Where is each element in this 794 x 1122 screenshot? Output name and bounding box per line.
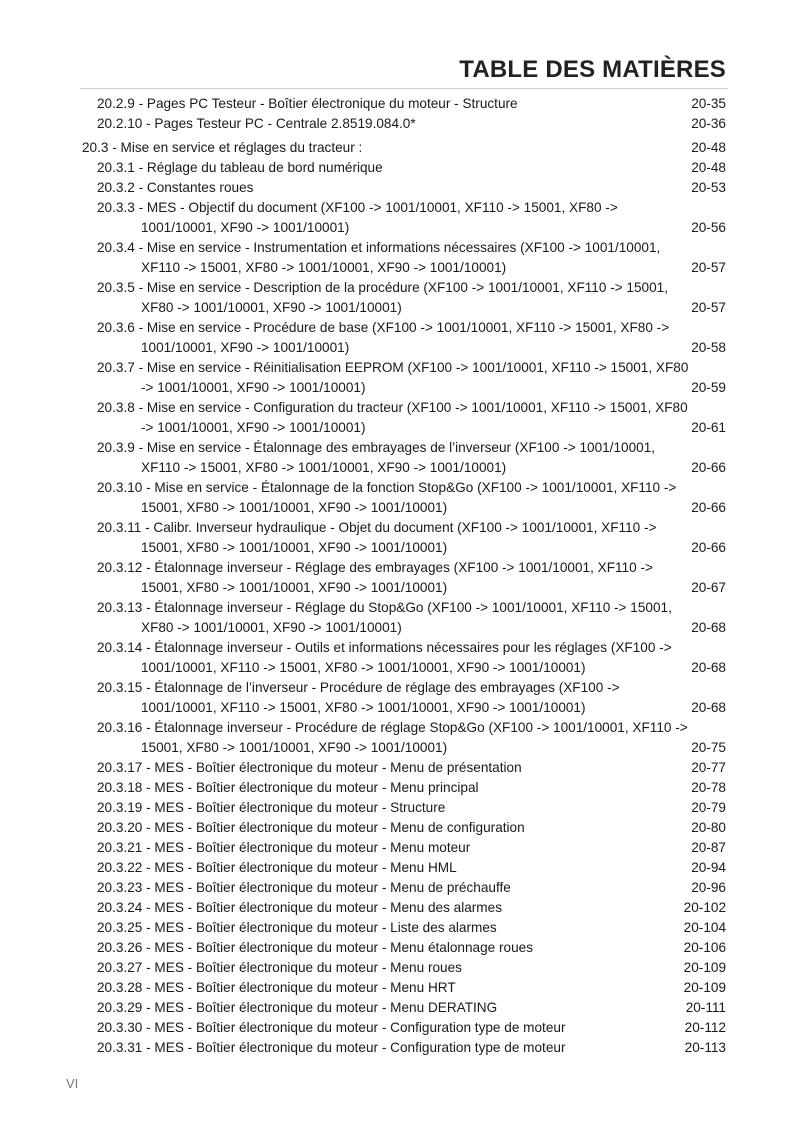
toc-entry-text: 20.3.3 - MES - Objectif du document (XF100 -> 1001/10001, XF110 -> 15001, XF80 -> [97,200,618,215]
toc-entry-text: 20.3.16 - Étalonnage inverseur - Procédure de réglage Stop&Go (XF100 -> 1001/10001, XF110 -> [97,720,688,735]
toc-page-number: 20-66 [691,500,726,515]
toc-entry-text: 1001/10001, XF90 -> 1001/10001) [141,220,350,235]
title-divider [80,88,728,89]
toc-entry-text: -> 1001/10001, XF90 -> 1001/10001) [141,420,366,435]
table-of-contents [0,94,794,1058]
toc-page-number: 20-57 [691,300,726,315]
toc-page-number: 20-113 [684,1040,726,1055]
toc-entry-text: 20.3.29 - MES - Boîtier électronique du moteur - Menu DERATING [97,1000,498,1015]
toc-entry[interactable] [0,918,794,938]
toc-entry-text: 20.3 - Mise en service et réglages du tracteur : [82,140,363,155]
toc-page-number: 20-61 [691,420,726,435]
toc-entry-text: 20.3.18 - MES - Boîtier électronique du moteur - Menu principal [97,780,479,795]
toc-entry-text: 1001/10001, XF110 -> 15001, XF80 -> 1001/10001, XF90 -> 1001/10001) [141,700,586,715]
toc-page-number: 20-58 [691,340,726,355]
toc-entry-text: 20.3.6 - Mise en service - Procédure de base (XF100 -> 1001/10001, XF110 -> 15001, XF80 -> [97,320,670,335]
toc-page-number: 20-67 [691,580,726,595]
toc-page-number: 20-78 [691,780,726,795]
toc-entry-text: 20.3.23 - MES - Boîtier électronique du moteur - Menu de préchauffe [97,880,511,895]
toc-entry-text: 20.3.5 - Mise en service - Description de la procédure (XF100 -> 1001/10001, XF110 -> 15001, [97,280,669,295]
toc-entry[interactable] [0,478,794,518]
toc-page-number: 20-35 [691,96,726,111]
toc-entry[interactable] [0,398,794,438]
toc-page-number: 20-109 [683,960,726,975]
toc-entry-text: 20.3.31 - MES - Boîtier électronique du moteur - Configuration type de moteur [97,1040,566,1055]
toc-entry-text: 20.3.25 - MES - Boîtier électronique du moteur - Liste des alarmes [97,920,497,935]
toc-entry-text: 15001, XF80 -> 1001/10001, XF90 -> 1001/10001) [141,500,448,515]
toc-entry-text: XF80 -> 1001/10001, XF90 -> 1001/10001) [141,620,402,635]
toc-entry[interactable] [0,598,794,638]
toc-entry-text: 20.3.22 - MES - Boîtier électronique du moteur - Menu HML [97,860,457,875]
toc-entry-text: 1001/10001, XF110 -> 15001, XF80 -> 1001/10001, XF90 -> 1001/10001) [141,660,586,675]
toc-entry[interactable] [0,718,794,758]
toc-entry-text: 20.3.20 - MES - Boîtier électronique du moteur - Menu de configuration [97,820,525,835]
toc-entry[interactable] [0,998,794,1018]
toc-entry[interactable] [0,438,794,478]
toc-entry[interactable] [0,238,794,278]
toc-entry-text: 1001/10001, XF90 -> 1001/10001) [141,340,350,355]
toc-entry-text: 15001, XF80 -> 1001/10001, XF90 -> 1001/10001) [141,580,448,595]
toc-entry-text: 20.3.14 - Étalonnage inverseur - Outils et informations nécessaires pour les réglages (XF100 -> [97,640,672,655]
toc-entry[interactable] [0,838,794,858]
toc-page-number: 20-56 [691,220,726,235]
toc-entry-text: 20.3.27 - MES - Boîtier électronique du moteur - Menu roues [97,960,462,975]
toc-entry[interactable] [0,518,794,558]
toc-page-number: 20-36 [691,116,726,131]
toc-entry[interactable] [0,278,794,318]
toc-entry[interactable] [0,878,794,898]
toc-entry-text: 20.2.10 - Pages Testeur PC - Centrale 2.8519.084.0* [97,116,416,131]
toc-entry-text: 20.3.1 - Réglage du tableau de bord numérique [97,160,383,175]
toc-page-number: 20-75 [691,740,726,755]
toc-page-number: 20-66 [691,540,726,555]
toc-entry-text: 15001, XF80 -> 1001/10001, XF90 -> 1001/10001) [141,740,448,755]
toc-entry[interactable] [0,938,794,958]
toc-page-number: 20-94 [691,860,726,875]
toc-entry-text: 20.3.12 - Étalonnage inverseur - Réglage des embrayages (XF100 -> 1001/10001, XF110 -> [97,560,653,575]
toc-entry-text: XF110 -> 15001, XF80 -> 1001/10001, XF90 -> 1001/10001) [141,260,507,275]
toc-page-number: 20-66 [691,460,726,475]
toc-entry[interactable] [0,114,794,134]
toc-entry-text: 20.3.24 - MES - Boîtier électronique du moteur - Menu des alarmes [97,900,502,915]
toc-entry-text: 20.3.17 - MES - Boîtier électronique du moteur - Menu de présentation [97,760,522,775]
toc-page-number: 20-111 [685,1000,726,1015]
toc-entry[interactable] [0,358,794,398]
toc-entry-text: 20.3.28 - MES - Boîtier électronique du moteur - Menu HRT [97,980,456,995]
toc-page-number: 20-79 [691,800,726,815]
toc-entry-text: -> 1001/10001, XF90 -> 1001/10001) [141,380,366,395]
toc-entry[interactable] [0,198,794,238]
toc-entry[interactable] [0,558,794,598]
toc-entry[interactable] [0,178,794,198]
toc-entry[interactable] [0,1018,794,1038]
toc-page-number: 20-77 [691,760,726,775]
toc-entry-text: 20.3.10 - Mise en service - Étalonnage de la fonction Stop&Go (XF100 -> 1001/10001, XF110 -> [97,480,677,495]
toc-page-number: 20-112 [684,1020,726,1035]
toc-entry[interactable] [0,158,794,178]
toc-page-number: 20-80 [691,820,726,835]
toc-entry[interactable] [0,898,794,918]
toc-entry[interactable] [0,858,794,878]
toc-entry-text: 20.3.11 - Calibr. Inverseur hydraulique - Objet du document (XF100 -> 1001/10001, XF110 -> [97,520,657,535]
toc-page-number: 20-106 [683,940,726,955]
toc-entry[interactable] [0,678,794,718]
toc-entry-text: 20.3.15 - Étalonnage de l’inverseur - Procédure de réglage des embrayages (XF100 -> [97,680,620,695]
toc-entry-text: 15001, XF80 -> 1001/10001, XF90 -> 1001/10001) [141,540,448,555]
toc-page-number: 20-109 [683,980,726,995]
toc-entry[interactable] [0,958,794,978]
toc-entry[interactable] [0,638,794,678]
toc-entry-text: XF80 -> 1001/10001, XF90 -> 1001/10001) [141,300,402,315]
toc-page-number: 20-59 [691,380,726,395]
toc-entry-text: 20.3.7 - Mise en service - Réinitialisation EEPROM (XF100 -> 1001/10001, XF110 -> 15001, XF80 [97,360,689,375]
toc-entry-text: 20.2.9 - Pages PC Testeur - Boîtier électronique du moteur - Structure [97,96,518,111]
toc-page-number: 20-53 [691,180,726,195]
toc-entry[interactable] [0,818,794,838]
toc-page-number: 20-104 [683,920,726,935]
toc-entry-text: 20.3.26 - MES - Boîtier électronique du moteur - Menu étalonnage roues [97,940,534,955]
toc-entry[interactable] [0,778,794,798]
toc-entry-text: 20.3.4 - Mise en service - Instrumentation et informations nécessaires (XF100 -> 1001/10001, [97,240,661,255]
toc-entry[interactable] [0,94,794,114]
toc-entry-text: 20.3.2 - Constantes roues [97,180,254,195]
toc-entry-text: XF110 -> 15001, XF80 -> 1001/10001, XF90 -> 1001/10001) [141,460,507,475]
toc-page-number: 20-96 [691,880,726,895]
toc-entry[interactable] [0,798,794,818]
toc-entry[interactable] [0,978,794,998]
toc-page-number: 20-48 [691,160,726,175]
toc-section-entry[interactable] [0,138,794,158]
toc-entry-text: 20.3.9 - Mise en service - Étalonnage des embrayages de l’inverseur (XF100 -> 1001/10001, [97,440,656,455]
toc-page-number: 20-68 [691,620,726,635]
page-number: VI [66,1076,79,1091]
toc-page-number: 20-48 [691,140,726,155]
toc-entry[interactable] [0,318,794,358]
toc-page-number: 20-87 [691,840,726,855]
toc-entry-text: 20.3.13 - Étalonnage inverseur - Réglage du Stop&Go (XF100 -> 1001/10001, XF110 -> 15001, [97,600,672,615]
toc-entry[interactable] [0,758,794,778]
toc-page-number: 20-68 [691,660,726,675]
toc-entry-text: 20.3.19 - MES - Boîtier électronique du moteur - Structure [97,800,446,815]
toc-entry-text: 20.3.30 - MES - Boîtier électronique du moteur - Configuration type de moteur [97,1020,566,1035]
toc-entry[interactable] [0,1038,794,1058]
toc-page-number: 20-68 [691,700,726,715]
toc-page-number: 20-57 [691,260,726,275]
toc-entry-text: 20.3.8 - Mise en service - Configuration du tracteur (XF100 -> 1001/10001, XF110 -> 15001, XF80 [97,400,688,415]
toc-page-number: 20-102 [683,900,726,915]
page-title: TABLE DES MATIÈRES [459,56,726,83]
toc-entry-text: 20.3.21 - MES - Boîtier électronique du moteur - Menu moteur [97,840,471,855]
